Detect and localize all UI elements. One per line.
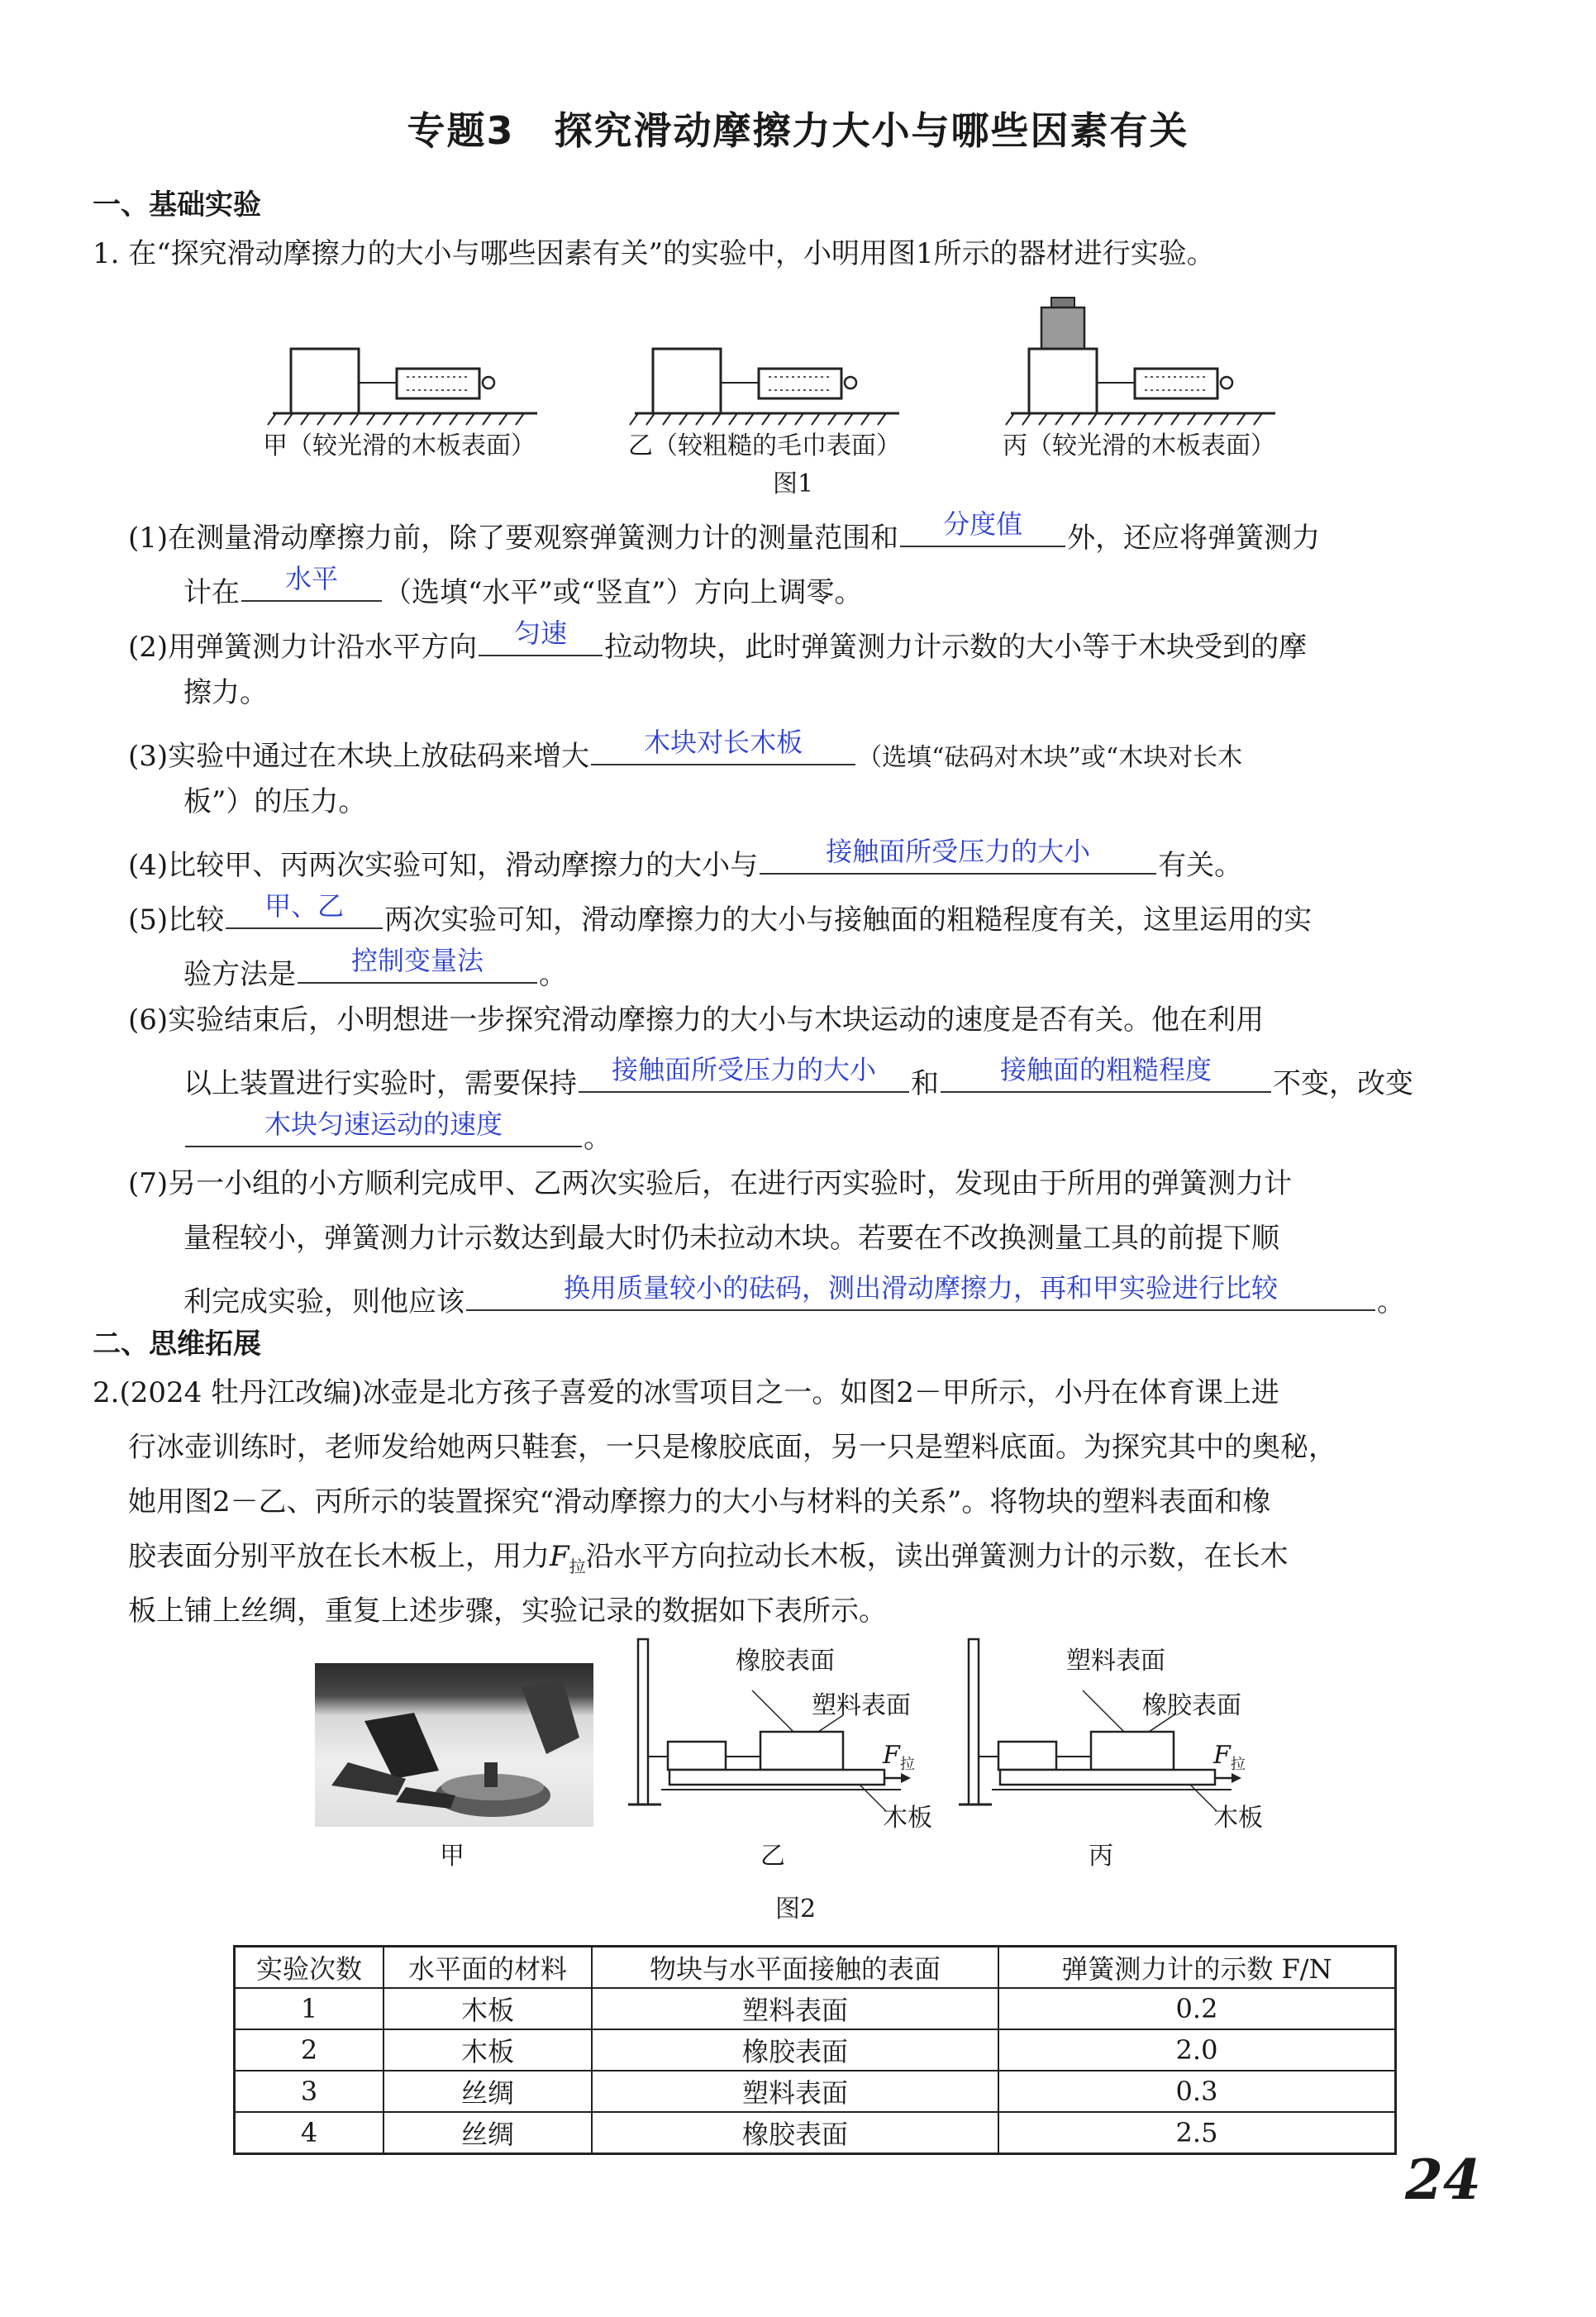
table-cell: 2 (235, 2029, 384, 2071)
table-header-cell: 物块与水平面接触的表面 (592, 1947, 998, 1989)
table-cell: 橡胶表面 (592, 2112, 998, 2154)
curling-photo (315, 1663, 593, 1827)
fig2-bing-force-label: $F_拉$ (1213, 1741, 1246, 1773)
fig2-yi-top-label: 橡胶表面 (736, 1647, 835, 1676)
table-cell: 木板 (384, 1988, 592, 2029)
table-cell: 2.5 (998, 2112, 1396, 2154)
answer-blank-10[interactable]: 木块匀速运动的速度 (185, 1113, 582, 1147)
q2-line4: 胶表面分别平放在长木板上，用力$F_拉$沿水平方向拉动长木板，读出弹簧测力计的示数，在长木 (128, 1540, 1289, 1576)
q1-part7-line2: 量程较小，弹簧测力计示数达到最大时仍未拉动木块。若要在不改换测量工具的前提下顺 (183, 1222, 1279, 1255)
fig2-bing-bottom-label: 橡胶表面 (1142, 1691, 1241, 1720)
table-cell: 3 (235, 2071, 384, 2112)
fig1-caption: 图1 (773, 470, 814, 498)
q1-part3-line1: (3)实验中通过在木块上放砝码来增大 木块对长木板 （选填“砝码对木块”或“木块对长木 (128, 727, 1243, 773)
curling-photo-art (315, 1663, 593, 1827)
table-row (235, 2029, 1396, 2071)
table-header-cell: 水平面的材料 (384, 1947, 592, 1989)
q1-part3-line2: 板”）的压力。 (183, 785, 367, 818)
answer-blank-5[interactable]: 接触面所受压力的大小 (760, 840, 1156, 875)
q1-part6-line1: (6)实验结束后，小明想进一步探究滑动摩擦力的大小与木块运动的速度是否有关。他在利用 (128, 1004, 1265, 1037)
q2-line5: 板上铺上丝绸，重复上述步骤，实验记录的数据如下表所示。 (128, 1595, 887, 1628)
q1-part6-line3: 木块匀速运动的速度 。 (183, 1113, 612, 1155)
fig2-label-yi: 乙 (760, 1842, 785, 1871)
table-cell: 塑料表面 (592, 2071, 998, 2112)
answer-blank-1[interactable]: 分度值 (900, 513, 1065, 547)
answer-blank-9[interactable]: 接触面的粗糙程度 (941, 1058, 1271, 1093)
q1-part5-line2: 验方法是 控制变量法 。 (183, 945, 567, 991)
table-cell: 塑料表面 (592, 1988, 998, 2029)
section-basic-experiment: 一、基础实验 (93, 188, 261, 222)
table-header-cell: 实验次数 (235, 1947, 384, 1989)
table-cell: 丝绸 (384, 2112, 592, 2154)
q1-part2-line2: 擦力。 (183, 676, 268, 709)
table-row (235, 1988, 1396, 2029)
q1-part1-line1: (1)在测量滑动摩擦力前，除了要观察弹簧测力计的测量范围和 分度值 外，还应将弹簧测力 (128, 508, 1321, 555)
q1-part1-line2: 计在 水平 （选填“水平”或“竖直”）方向上调零。 (183, 563, 863, 609)
fig2-bing-top-label: 塑料表面 (1066, 1647, 1165, 1676)
table-cell: 0.2 (998, 1988, 1396, 2029)
fig2-bing-board-label: 木板 (1213, 1804, 1263, 1833)
q2-line3: 她用图2－乙、丙所示的装置探究“滑动摩擦力的大小与材料的关系”。将物块的塑料表面和橡 (128, 1485, 1271, 1518)
q2-line2: 行冰壶训练时，老师发给她两只鞋套，一只是橡胶底面，另一只是塑料底面。为探究其中的奥秘， (128, 1431, 1336, 1464)
answer-blank-11[interactable]: 换用质量较小的砝码，测出滑动摩擦力，再和甲实验进行比较 (466, 1276, 1375, 1311)
fig2-yi-board-label: 木板 (883, 1804, 932, 1833)
answer-blank-7[interactable]: 控制变量法 (298, 949, 537, 984)
fig2-caption: 图2 (775, 1895, 817, 1924)
q1-part4: (4)比较甲、丙两次实验可知，滑动摩擦力的大小与 接触面所受压力的大小 有关。 (128, 836, 1243, 882)
fig2-yi-force-label: $F_拉$ (883, 1741, 915, 1773)
q1-part7-line1: (7)另一小组的小方顺利完成甲、乙两次实验后，在进行丙实验时，发现由于所用的弹簧测力计 (128, 1167, 1293, 1200)
table-row (235, 2112, 1396, 2154)
fig2-yi-bottom-label: 塑料表面 (812, 1691, 911, 1720)
q1-part2-line1: (2)用弹簧测力计沿水平方向 匀速 拉动物块，此时弹簧测力计示数的大小等于木块受到的摩 (128, 617, 1308, 664)
fig1-bing (1006, 298, 1275, 425)
fig1-label-jia: 甲（较光滑的木板表面） (263, 431, 536, 460)
table-header-row (235, 1947, 1396, 1989)
page-number: 24 (1405, 2148, 1481, 2212)
answer-blank-6[interactable]: 甲、乙 (226, 894, 383, 929)
q2-line1: 2.(2024 牡丹江改编)冰壶是北方孩子喜爱的冰雪项目之一。如图2－甲所示，小丹在体育课上进 (93, 1376, 1279, 1409)
fig1-yi (630, 349, 899, 425)
page-title: 专题3 探究滑动摩擦力大小与哪些因素有关 (407, 108, 1189, 153)
table-cell: 2.0 (998, 2029, 1396, 2071)
q1-part5-line1: (5)比较 甲、乙 两次实验可知，滑动摩擦力的大小与接触面的粗糙程度有关，这里运用的实 (128, 890, 1313, 937)
table-cell: 1 (235, 1988, 384, 2029)
fig2-label-jia: 甲 (440, 1842, 465, 1871)
table-cell: 木板 (384, 2029, 592, 2071)
fig1-label-bing: 丙（较光滑的木板表面） (1003, 431, 1275, 460)
answer-blank-3[interactable]: 匀速 (479, 622, 603, 656)
fig1-label-yi: 乙（较粗糙的毛巾表面） (628, 431, 901, 460)
figure-1 (264, 289, 1372, 504)
answer-blank-4[interactable]: 木块对长木板 (591, 731, 855, 765)
table-cell: 橡胶表面 (592, 2029, 998, 2071)
q1-part7-line3: 利完成实验，则他应该 换用质量较小的砝码，测出滑动摩擦力，再和甲实验进行比较 。 (183, 1272, 1405, 1318)
fig2-label-bing: 丙 (1089, 1842, 1113, 1871)
table-header-cell: 弹簧测力计的示数 F/N (998, 1947, 1396, 1989)
table-cell: 丝绸 (384, 2071, 592, 2112)
section-thinking-extension: 二、思维拓展 (93, 1328, 261, 1361)
fig1-jia (268, 349, 537, 425)
table-row (235, 2071, 1396, 2112)
q1-part6-line2: 以上装置进行实验时，需要保持 接触面所受压力的大小 和 接触面的粗糙程度 不变，改变 (183, 1054, 1413, 1100)
table-cell: 0.3 (998, 2071, 1396, 2112)
experiment-data-table (233, 1945, 1397, 2155)
answer-blank-8[interactable]: 接触面所受压力的大小 (579, 1058, 909, 1093)
table-cell: 4 (235, 2112, 384, 2154)
answer-blank-2[interactable]: 水平 (241, 567, 382, 602)
q1-stem: 1. 在“探究滑动摩擦力的大小与哪些因素有关”的实验中，小明用图1所示的器材进行实验。 (93, 237, 1215, 270)
